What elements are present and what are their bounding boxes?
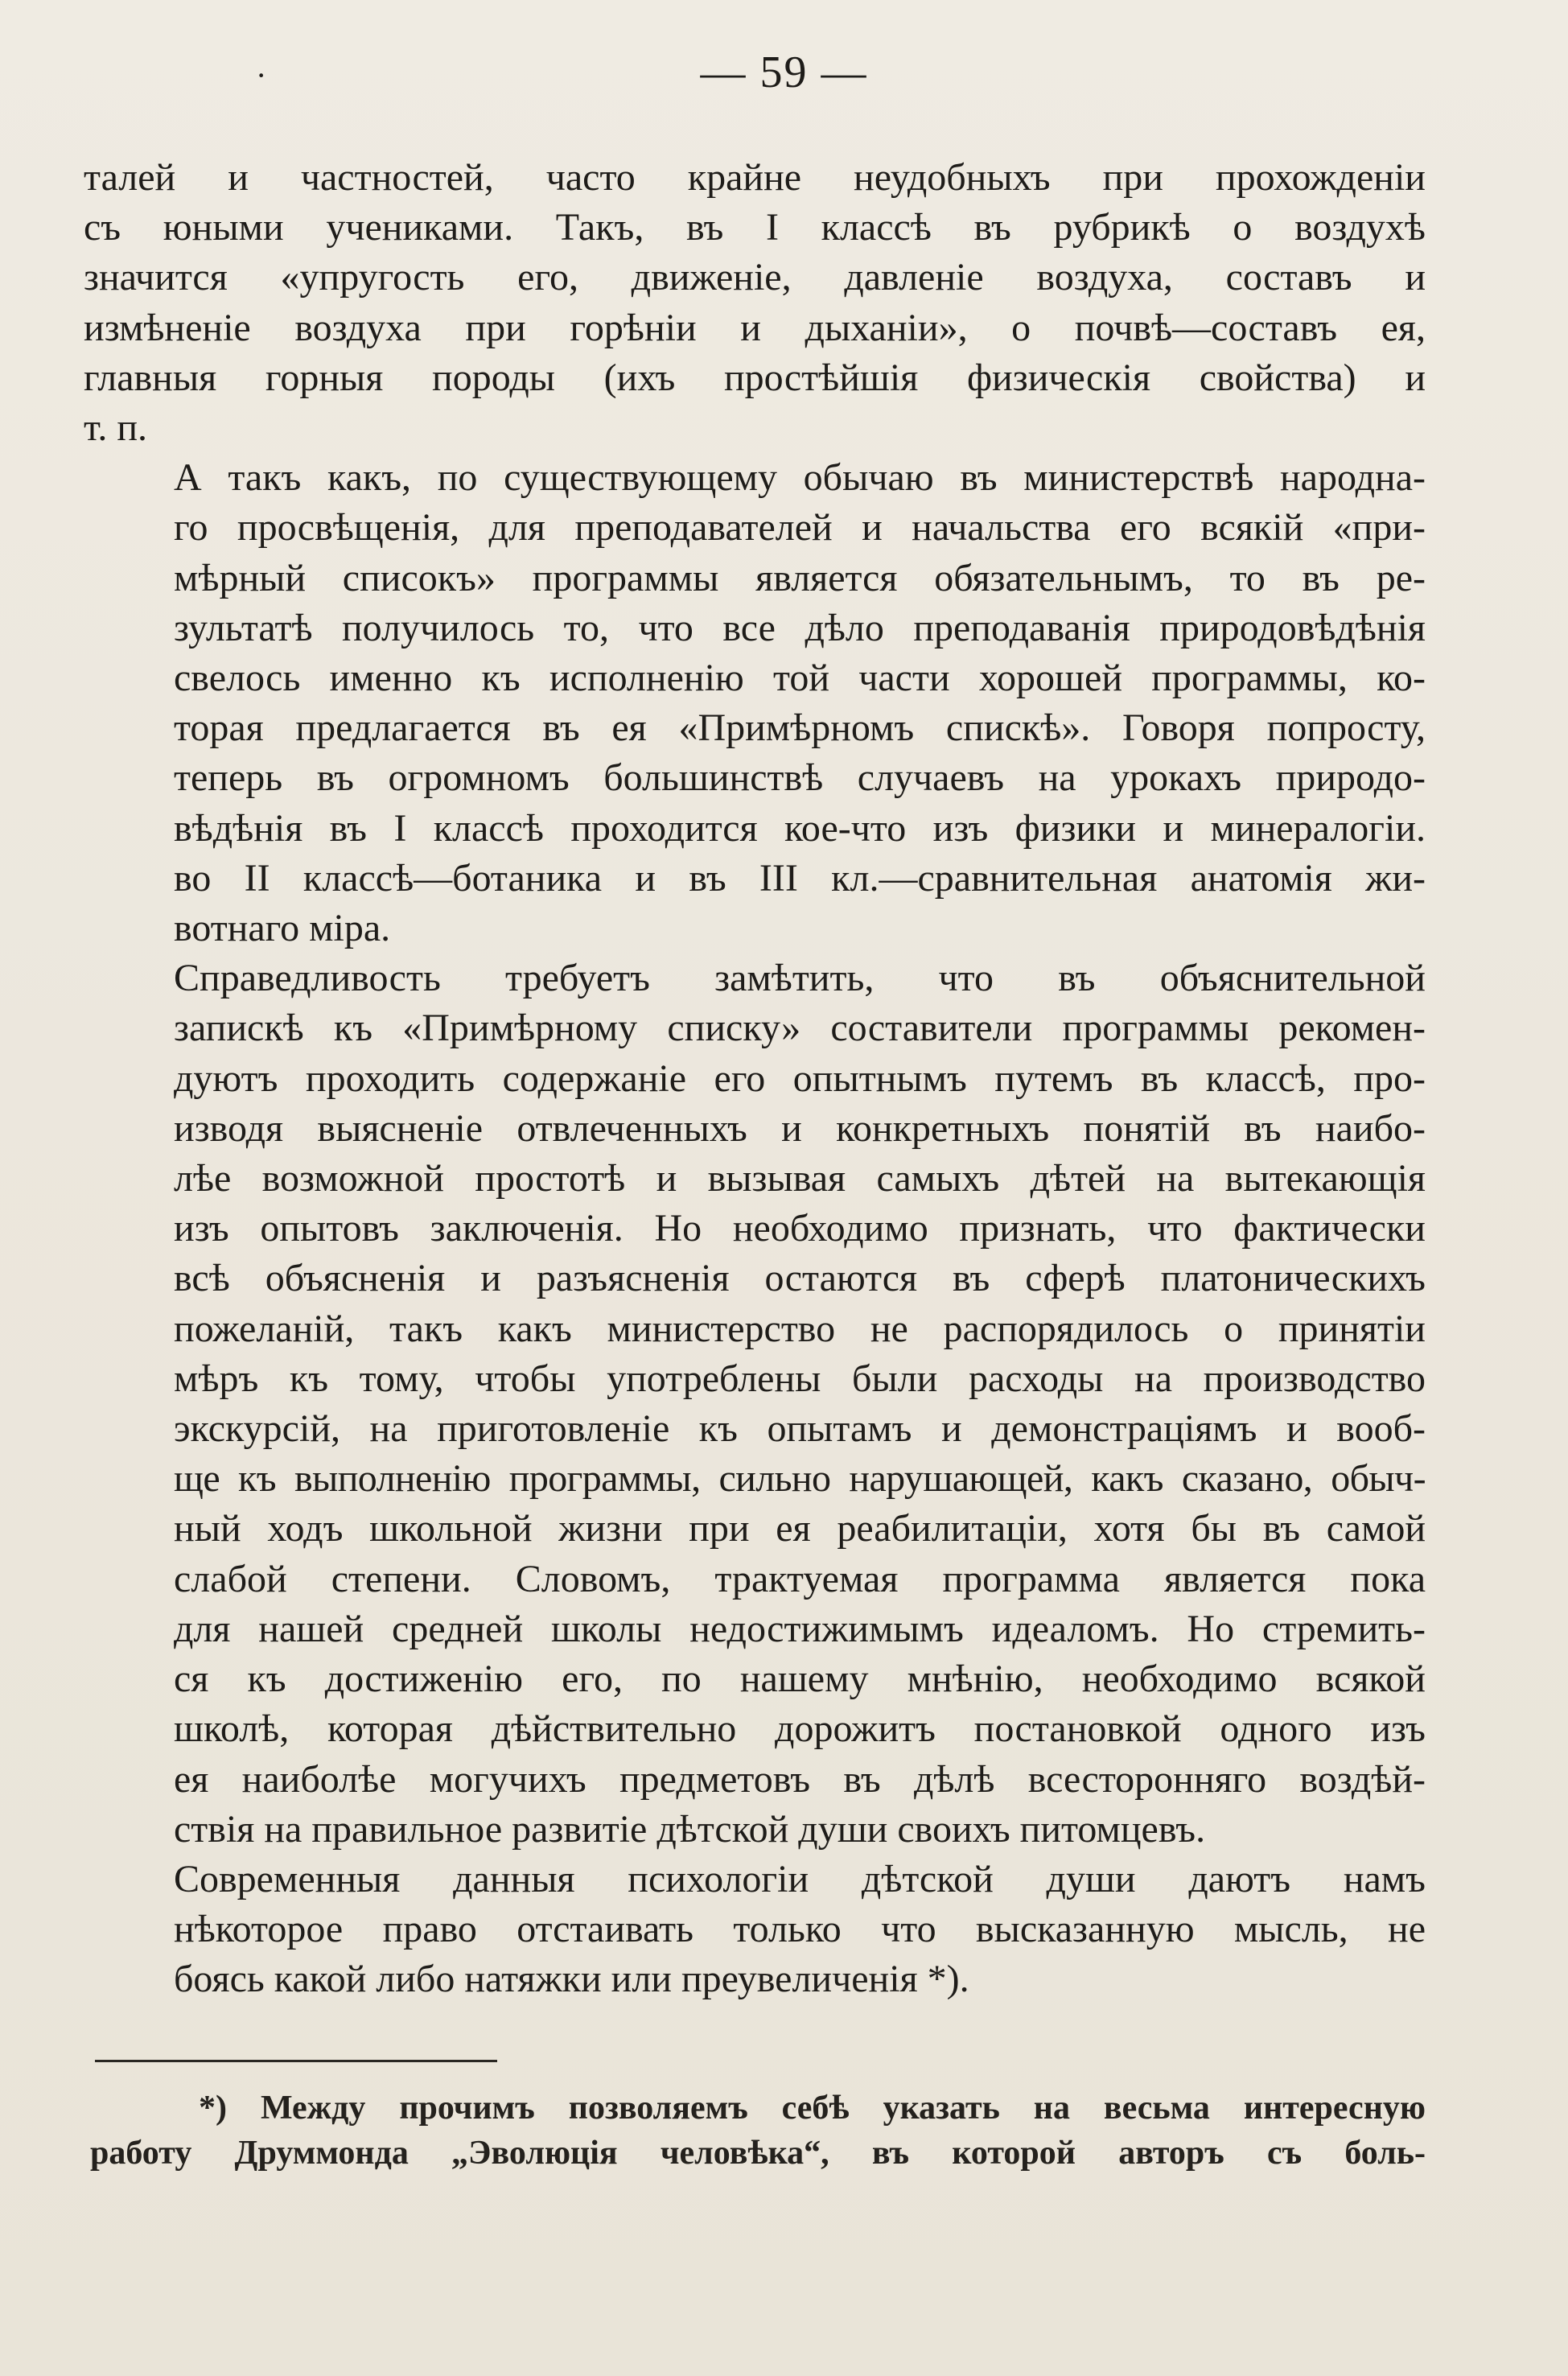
text-line: съ юными учениками. Такъ, въ I классѣ въ рубрикѣ о воздухѣ: [84, 206, 1426, 249]
footnote: [90, 2086, 1426, 2176]
text-line: свелось именно къ исполненію той части хорошей программы, ко-: [174, 657, 1426, 700]
text-line: Справедливость требуетъ замѣтить, что въ объяснительной: [174, 957, 1426, 1000]
text-line: пожеланій, такъ какъ министерство не распорядилось о принятіи: [174, 1307, 1426, 1350]
text-line: боясь какой либо натяжки или преувеличенія *).: [174, 1958, 969, 2001]
body-text: [84, 153, 1426, 2005]
footnote-line: *) Между прочимъ позволяемъ себѣ указать на весьма интересную: [199, 2090, 1426, 2127]
text-line: торая предлагается въ ея «Примѣрномъ спискѣ». Говоря попросту,: [174, 706, 1426, 750]
text-line: ея наиболѣе могучихъ предметовъ въ дѣлѣ всесторонняго воздѣй-: [174, 1757, 1426, 1801]
text-line: ный ходъ школьной жизни при ея реабилитаціи, хотя бы въ самой: [174, 1507, 1426, 1550]
text-line: талей и частностей, часто крайне неудобныхъ при прохожденіи: [84, 156, 1426, 199]
text-line: во II классѣ—ботаника и въ III кл.—сравнительная анатомія жи-: [174, 856, 1426, 900]
text-line: А такъ какъ, по существующему обычаю въ министерствѣ народна-: [174, 456, 1426, 500]
paragraph-4: [84, 1855, 1426, 2005]
text-line: главныя горныя породы (ихъ простѣйшія физическія свойства) и: [84, 356, 1426, 399]
text-line: зультатѣ получилось то, что все дѣло преподаванія природовѣдѣнія: [174, 606, 1426, 649]
text-line: вотнаго міра.: [174, 907, 391, 950]
page-dot: ·: [256, 57, 267, 93]
text-line: Современныя данныя психологіи дѣтской души даютъ намъ: [174, 1857, 1426, 1900]
text-line: для нашей средней школы недостижимымъ идеаломъ. Но стремить-: [174, 1607, 1426, 1650]
text-line: изъ опытовъ заключенія. Но необходимо признать, что фактически: [174, 1207, 1426, 1250]
paragraph-3: [84, 953, 1426, 1855]
text-line: значится «упругость его, движеніе, давленіе воздуха, составъ и: [84, 256, 1426, 299]
text-line: мѣрный списокъ» программы является обязательнымъ, то въ ре-: [174, 556, 1426, 599]
text-line: экскурсій, на приготовленіе къ опытамъ и демонстраціямъ и вооб-: [174, 1407, 1426, 1451]
text-line: мѣръ къ тому, чтобы употреблены были расходы на производство: [174, 1357, 1426, 1400]
text-line: запискѣ къ «Примѣрному списку» составители программы рекомен-: [174, 1007, 1426, 1050]
text-line: т. п.: [84, 406, 148, 450]
text-line: ствія на правильное развитіе дѣтской души своихъ питомцевъ.: [174, 1807, 1206, 1851]
text-line: слабой степени. Словомъ, трактуемая программа является пока: [174, 1557, 1426, 1600]
text-line: нѣкоторое право отстаивать только что высказанную мысль, не: [174, 1908, 1426, 1951]
text-line: лѣе возможной простотѣ и вызывая самыхъ дѣтей на вытекающія: [174, 1157, 1426, 1200]
text-line: вѣдѣнія въ I классѣ проходится кое-что изъ физики и минералогіи.: [174, 806, 1426, 850]
paragraph-1: [84, 153, 1426, 453]
text-line: дуютъ проходить содержаніе его опытнымъ путемъ въ классѣ, про-: [174, 1056, 1426, 1100]
text-line: теперь въ огромномъ большинствѣ случаевъ на урокахъ природо-: [174, 756, 1426, 800]
text-line: ся къ достиженію его, по нашему мнѣнію, необходимо всякой: [174, 1657, 1426, 1701]
text-line: изводя выясненіе отвлеченныхъ и конкретныхъ понятій въ наибо-: [174, 1106, 1426, 1150]
text-line: го просвѣщенія, для преподавателей и начальства его всякій «при-: [174, 506, 1426, 550]
paragraph-2: [84, 453, 1426, 953]
page-number: — 59 —: [700, 47, 868, 97]
text-line: школѣ, которая дѣйствительно дорожитъ постановкой одного изъ: [174, 1707, 1426, 1751]
footnote-divider: [95, 2060, 497, 2062]
footnote-line: работу Друммонда „Эволюція человѣка“, въ которой авторъ съ боль-: [90, 2135, 1426, 2172]
text-line: всѣ объясненія и разъясненія остаются въ сферѣ платоническихъ: [174, 1257, 1426, 1300]
text-line: ще къ выполненію программы, сильно нарушающей, какъ сказано, обыч-: [174, 1457, 1426, 1501]
text-line: измѣненіе воздуха при горѣніи и дыханіи», о почвѣ—составъ ея,: [84, 306, 1426, 349]
